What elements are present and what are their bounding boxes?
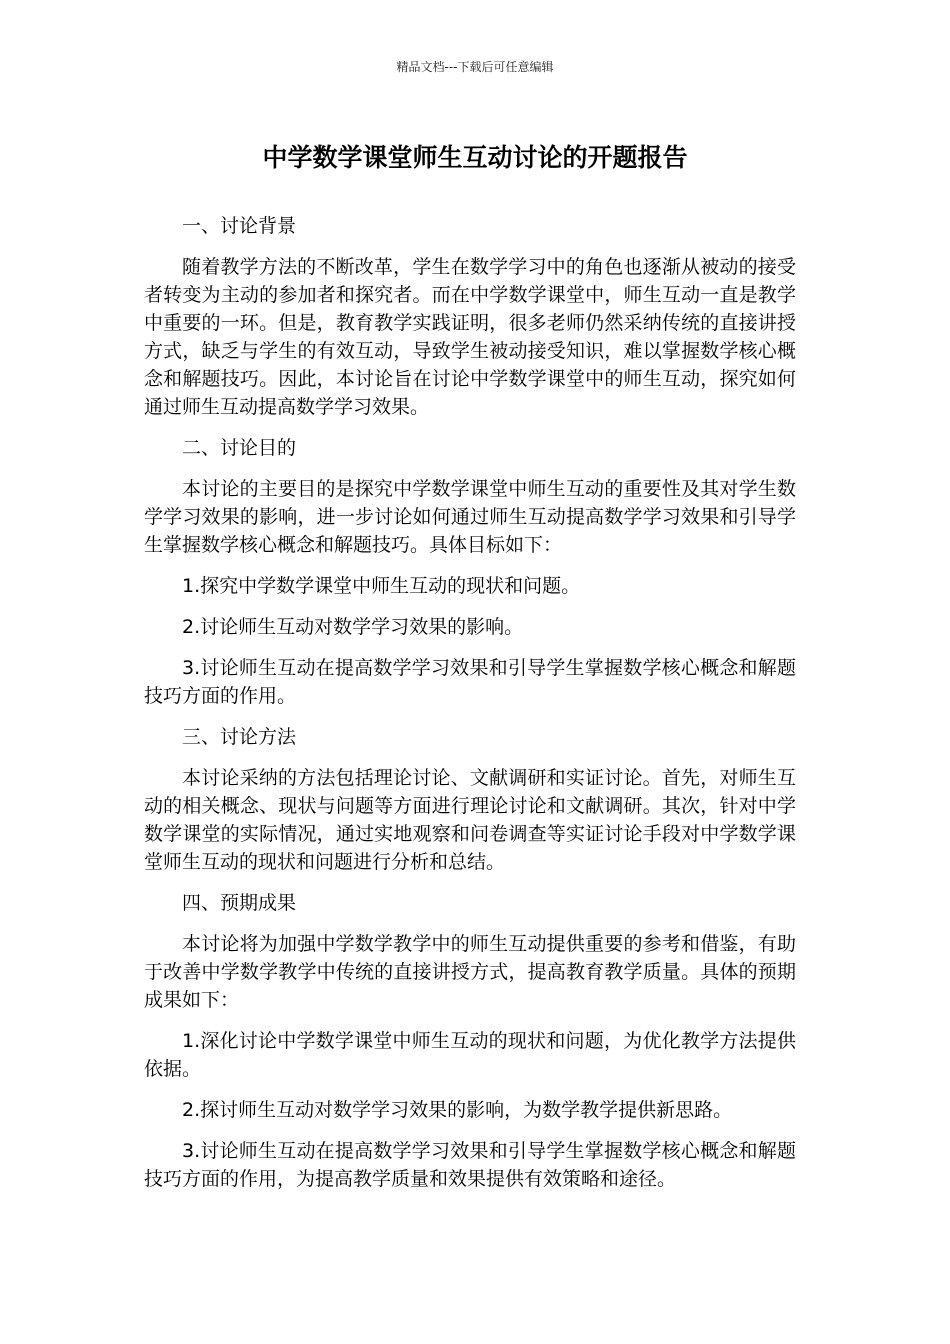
paragraph: 本讨论的主要目的是探究中学数学课堂中师生互动的重要性及其对学生数学学习效果的影响，进一步讨论如何通过师生互动提高数学学习效果和引导学生掌握数学核心概念和解题技巧。具体目标如下： xyxy=(144,478,796,556)
document-title: 中学数学课堂师生互动讨论的开题报告 xyxy=(262,143,688,172)
page-header: 精品文档---下载后可任意编辑 xyxy=(396,60,554,74)
list-item: 2.讨论师生互动对数学学习效果的影响。 xyxy=(182,616,524,638)
section-heading: 二、讨论目的 xyxy=(182,437,297,459)
list-item: 2.探讨师生互动对数学学习效果的影响，为数学教学提供新思路。 xyxy=(182,1099,733,1121)
section-heading: 四、预期成果 xyxy=(182,892,297,914)
list-item: 3.讨论师生互动在提高数学学习效果和引导学生掌握数学核心概念和解题技巧方面的作用。 xyxy=(144,657,796,707)
list-item: 1.探究中学数学课堂中师生互动的现状和问题。 xyxy=(182,575,581,597)
document-body xyxy=(144,212,796,1206)
paragraph: 随着教学方法的不断改革，学生在数学学习中的角色也逐渐从被动的接受者转变为主动的参加者和探究者。而在中学数学课堂中，师生互动一直是教学中重要的一环。但是，教育教学实践证明，很多老师仍然采纳传统的直接讲授方式，缺乏与学生的有效互动，导致学生被动接受知识，难以掌握数学核心概念和解题技巧。因此，本讨论旨在讨论中学数学课堂中的师生互动，探究如何通过师生互动提高数学学习效果。 xyxy=(144,256,796,418)
paragraph: 本讨论采纳的方法包括理论讨论、文献调研和实证讨论。首先，对师生互动的相关概念、现状与问题等方面进行理论讨论和文献调研。其次，针对中学数学课堂的实际情况，通过实地观察和问卷调查等实证讨论手段对中学数学课堂师生互动的现状和问题进行分析和总结。 xyxy=(144,767,796,873)
paragraph: 本讨论将为加强中学数学教学中的师生互动提供重要的参考和借鉴，有助于改善中学数学教学中传统的直接讲授方式，提高教育教学质量。具体的预期成果如下： xyxy=(144,933,796,1011)
section-heading: 三、讨论方法 xyxy=(182,726,297,748)
section-heading: 一、讨论背景 xyxy=(182,215,297,237)
list-item: 1.深化讨论中学数学课堂中师生互动的现状和问题，为优化教学方法提供依据。 xyxy=(144,1030,796,1080)
list-item: 3.讨论师生互动在提高数学学习效果和引导学生掌握数学核心概念和解题技巧方面的作用，为提高教学质量和效果提供有效策略和途径。 xyxy=(144,1140,796,1190)
